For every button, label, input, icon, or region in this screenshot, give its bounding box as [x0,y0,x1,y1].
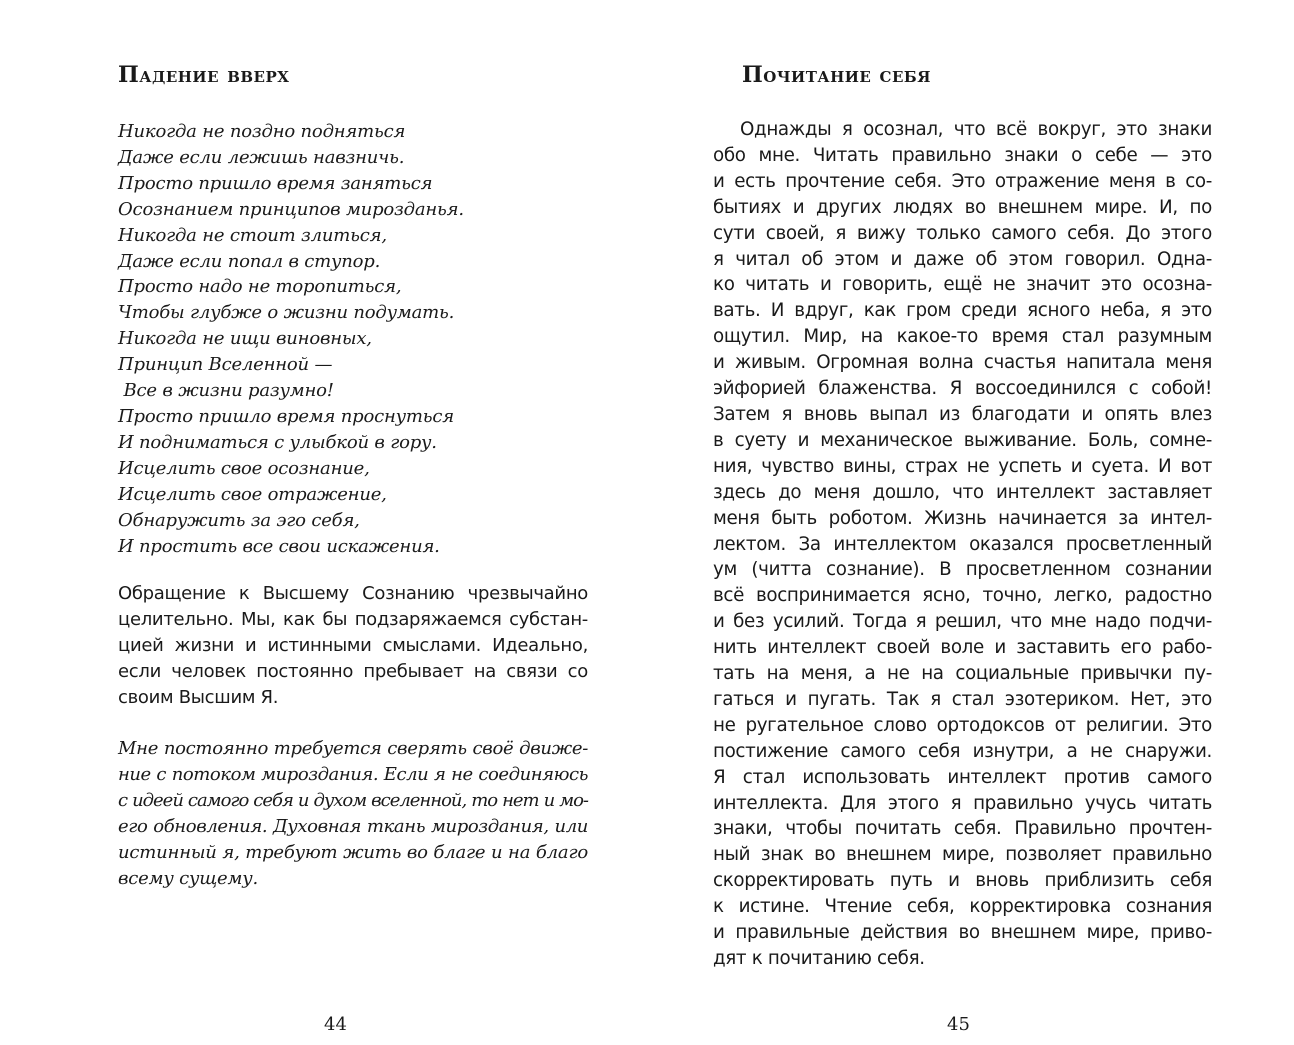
text-line: постижение самого себя изнутри, а не снаружи. [713,740,1212,762]
text-line: тать на меня, а не на социальные привычки пу- [713,663,1212,685]
text-line: к истине. Чтение себя, корректировка сознания [713,896,1212,918]
poem-line: Даже если лежишь навзничь. [118,146,405,168]
text-line: ный знак во внешнем мире, позволяет правильно [713,844,1212,866]
poem [118,119,588,559]
left-page-heading: Падение вверх [118,62,290,88]
poem-line: Чтобы глубже о жизни подумать. [118,302,455,324]
text-line: в суету и механическое выживание. Боль, сомне- [713,429,1212,451]
text-line: скорректировать путь и вновь приблизить себя [713,870,1212,892]
right-page-heading: Почитание себя [742,62,931,88]
text-line: и без усилий. Тогда я решил, что мне надо подчи- [713,611,1212,633]
text-line: не ругательное слово ортодоксов от религии. Это [713,714,1212,736]
poem-line: Исцелить свое отражение, [118,483,387,505]
text-line: Обращение к Высшему Сознанию чрезвычайно [118,583,588,604]
text-line: эйфорией блаженства. Я воссоединился с собой! [713,378,1212,400]
text-line: бытиях и других людях во внешнем мире. И, по [713,196,1212,218]
page-number: 45 [947,1014,970,1035]
text-line: его обновления. Духовная ткань мироздания, или [118,815,588,837]
text-line: вать. И вдруг, как гром среди ясного неба, я это [713,300,1212,322]
poem-line: Никогда не стоит злиться, [118,224,387,246]
left-italic-paragraph [118,736,588,891]
text-line: Затем я вновь выпал из благодати и опять влез [713,403,1212,425]
text-line: Однажды я осознал, что всё вокруг, это знаки [740,119,1212,140]
poem-line: Обнаружить за эго себя, [118,509,360,531]
text-line: меня быть роботом. Жизнь начинается за интел- [713,507,1212,529]
text-line: сути своей, я вижу только самого себя. До этого [713,222,1212,244]
text-line: интеллекта. Для этого я правильно учусь читать [713,792,1212,814]
text-line: если человек постоянно пребывает на связи со [118,660,588,682]
text-line: я читал об этом и даже об этом говорил. Одна- [713,248,1212,270]
poem-line: Просто надо не торопиться, [118,276,402,298]
text-line: ния, чувство вины, страх не успеть и суета. И вот [713,455,1212,477]
text-line: целительно. Мы, как бы подзаряжаемся субстан- [118,608,588,630]
text-line: ко читать и говорить, ещё не значит это осозна- [713,274,1212,296]
text-line: лектом. За интеллектом оказался просветленный [713,533,1212,555]
text-line: истинный я, требуют жить во благе и на благо [118,841,588,863]
left-paragraph [118,581,588,711]
text-line: обо мне. Читать правильно знаки о себе — это [713,144,1212,166]
text-line: всё воспринимается ясно, точно, легко, радостно [713,585,1212,607]
text-line: и правильные действия во внешнем мире, приво- [713,922,1212,944]
text-line: Я стал использовать интеллект против самого [713,766,1212,788]
text-line: и живым. Огромная волна счастья напитала меня [713,352,1212,374]
poem-line: И подниматься с улыбкой в гору. [118,431,437,453]
text-line: дят к почитанию себя. [713,948,925,969]
text-line: всему сущему. [118,867,258,889]
poem-line: Никогда не поздно подняться [118,121,406,142]
poem-line: Никогда не ищи виновных, [118,328,372,350]
text-line: с идеей самого себя и духом вселенной, то нет и мо- [118,789,588,811]
poem-line: Исцелить свое осознание, [118,457,370,479]
text-line: ние с потоком мироздания. Если я не соединяюсь [118,763,588,785]
text-line: своим Высшим Я. [118,686,279,708]
right-paragraph [713,117,1212,972]
text-line: ум (читта сознание). В просветленном сознании [713,559,1212,581]
text-line: знаки, чтобы почитать себя. Правильно прочтен- [713,818,1212,840]
text-line: цией жизни и истинными смыслами. Идеально, [118,634,588,656]
poem-line: И простить все свои искажения. [118,535,440,557]
poem-line: Все в жизни разумно! [118,380,334,402]
poem-line: Осознанием принципов мирозданья. [118,198,464,220]
poem-line: Просто пришло время заняться [118,172,433,194]
text-line: нить интеллект своей воле и заставить его рабо- [713,637,1212,659]
text-line: ощутил. Мир, на какое-то время стал разумным [713,326,1212,348]
page-number: 44 [324,1014,347,1035]
poem-line: Просто пришло время проснуться [118,405,454,427]
text-line: и есть прочтение себя. Это отражение меня в со- [713,170,1212,192]
poem-line: Даже если попал в ступор. [118,250,381,272]
text-line: Мне постоянно требуется сверять своё движе- [118,738,588,759]
text-line: гаться и пугать. Так я стал эзотериком. Нет, это [713,688,1212,710]
poem-line: Принцип Вселенной — [118,354,333,376]
right-page [647,0,1294,1045]
text-line: здесь до меня дошло, что интеллект заставляет [713,481,1212,503]
